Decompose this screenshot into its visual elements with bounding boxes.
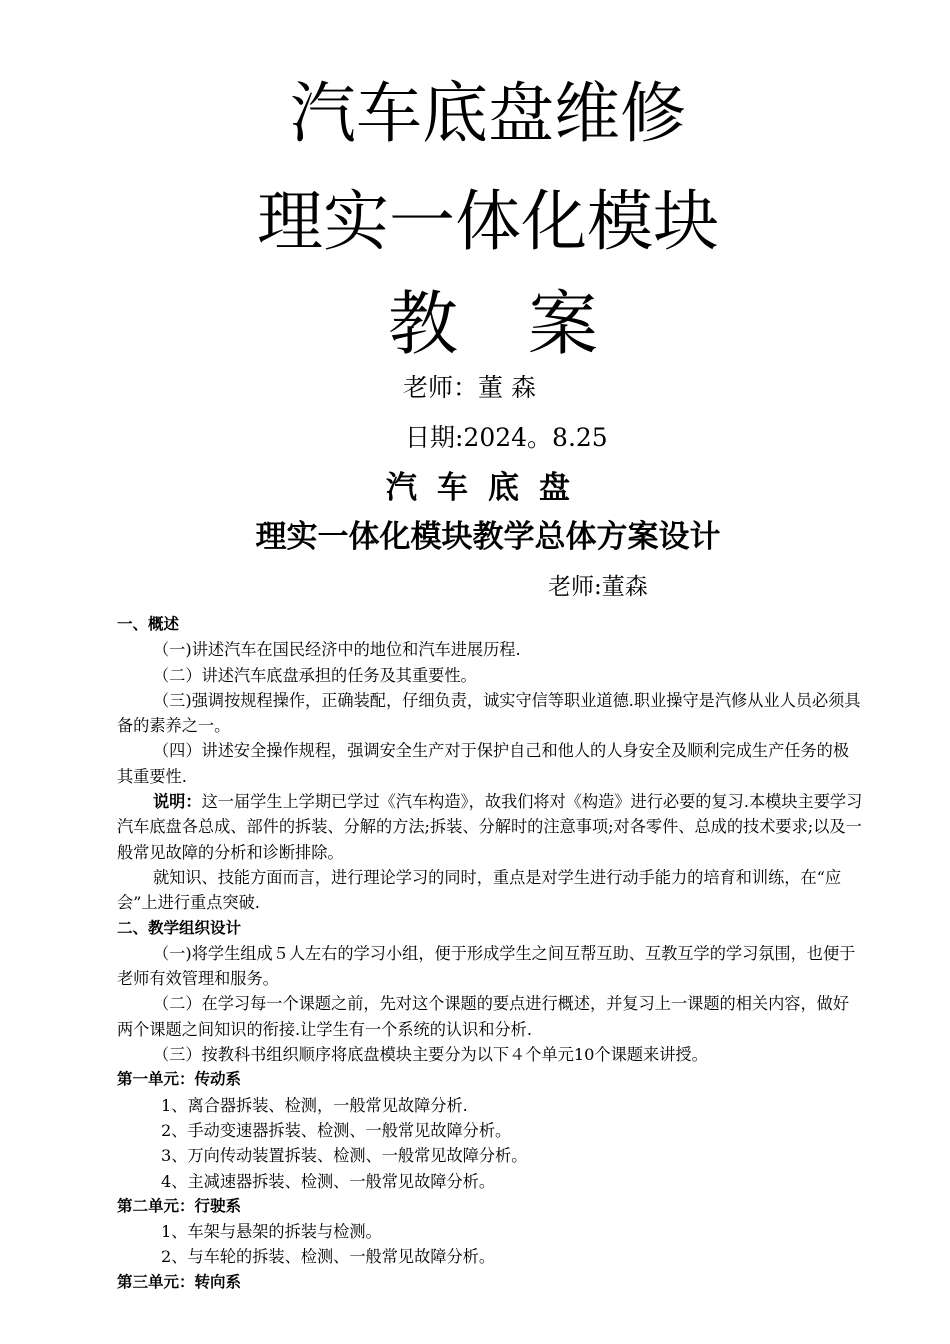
section1-paragraph: （三)强调按规程操作，正确装配，仔细负责，诚实守信等职业道德.职业操守是汽修从业人员必须具备的素养之一。 bbox=[117, 690, 861, 736]
section2-paragraph: （二）在学习每一个课题之前，先对这个课题的要点进行概述，并复习上一课题的相关内容，做好两个课题之间知识的衔接.让学生有一个系统的认识和分析. bbox=[117, 994, 850, 1039]
section1-paragraph: （四）讲述安全操作规程，强调安全生产对于保护自己和他人的人身安全及顺利完成生产任务的极其重要性. bbox=[117, 741, 850, 786]
note-text: 这一届学生上学期已学过《汽车构造》，故我们将对《构造》进行必要的复习.本模块主要学习汽车底盘各总成、部件的拆装、分解的方法;拆装、分解时的注意事项;对各零件、总成的技术要求;以及一般常见故障的分析和诊断排除。 bbox=[117, 792, 863, 862]
unit3-title: 第三单元：转向系 bbox=[117, 1272, 242, 1291]
section1-paragraph: （一)讲述汽车在国民经济中的地位和汽车进展历程. bbox=[153, 640, 521, 660]
cover-title-line1: 汽车底盘维修 bbox=[290, 75, 686, 152]
section1-title: 一、概述 bbox=[117, 615, 180, 633]
list-item: 4、主减速器拆装、检测、一般常见故障分析。 bbox=[161, 1171, 496, 1191]
unit1-title: 第一单元：传动系 bbox=[117, 1070, 242, 1089]
cover-teacher: 老师：董 森 bbox=[403, 373, 536, 402]
list-item: 1、车架与悬架的拆装与检测。 bbox=[161, 1222, 382, 1242]
section1-paragraph: 就知识、技能方面而言，进行理论学习的同时，重点是对学生进行动手能力的培育和训练，在“应会”上进行重点突破. bbox=[117, 867, 842, 913]
plan-teacher: 老师:董森 bbox=[548, 574, 648, 600]
document-body bbox=[117, 612, 865, 1295]
list-item: 2、手动变速器拆装、检测、一般常见故障分析。 bbox=[161, 1120, 512, 1140]
note-label: 说明： bbox=[153, 792, 202, 812]
cover-title-line3: 教案 bbox=[388, 283, 668, 365]
cover-date: 日期:2024。8.25 bbox=[405, 423, 608, 452]
plan-heading2: 理实一体化模块教学总体方案设计 bbox=[255, 519, 721, 555]
section1-note bbox=[117, 789, 865, 865]
section2-title: 二、教学组织设计 bbox=[117, 918, 242, 937]
list-item: 2、与车轮的拆装、检测、一般常见故障分析。 bbox=[161, 1247, 496, 1267]
cover-title-line2: 理实一体化模块 bbox=[257, 183, 719, 260]
section2-paragraph: （一)将学生组成５人左右的学习小组，便于形成学生之间互帮互助、互教互学的学习氛围，也便于老师有效管理和服务。 bbox=[117, 943, 856, 989]
plan-heading1: 汽车底盘 bbox=[386, 470, 590, 506]
unit2-title: 第二单元：行驶系 bbox=[117, 1196, 242, 1215]
list-item: 1、离合器拆装、检测，一般常见故障分析. bbox=[161, 1095, 468, 1115]
section2-paragraph: （三）按教科书组织顺序将底盘模块主要分为以下４个单元10个课题来讲授。 bbox=[153, 1045, 708, 1065]
section1-paragraph: （二）讲述汽车底盘承担的任务及其重要性。 bbox=[153, 665, 477, 685]
list-item: 3、万向传动装置拆装、检测、一般常见故障分析。 bbox=[161, 1146, 528, 1166]
